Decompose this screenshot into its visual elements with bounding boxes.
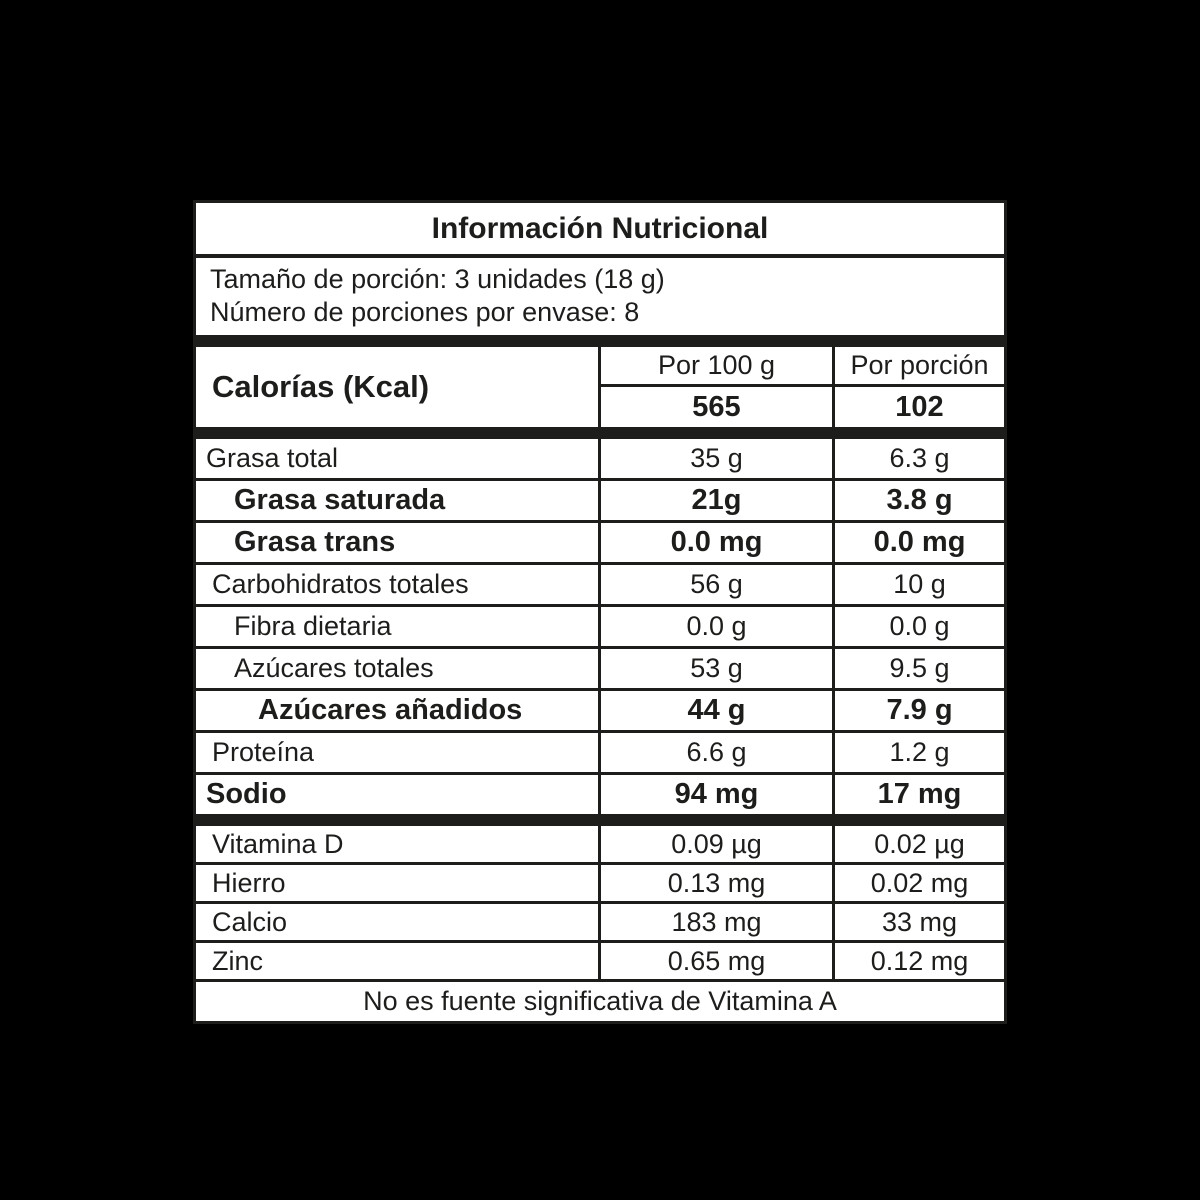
per-100g-value: 21g <box>598 481 832 520</box>
row-grasa-trans <box>196 520 1004 562</box>
per-portion-value: 1.2 g <box>832 733 1004 772</box>
nutrient-label: Carbohidratos totales <box>212 569 469 599</box>
per-portion-value: 9.5 g <box>832 649 1004 688</box>
nutrient-label: Vitamina D <box>212 828 344 859</box>
servings-per-container: Número de porciones por envase: 8 <box>210 297 640 327</box>
per-portion-value: 6.3 g <box>832 439 1004 478</box>
nutrient-label: Grasa total <box>206 443 339 473</box>
calories-per-portion-value: 102 <box>832 387 1004 427</box>
per-portion-value: 0.02 µg <box>832 826 1004 862</box>
per-100g-value: 183 mg <box>598 904 832 940</box>
nutrient-label: Grasa saturada <box>234 484 446 516</box>
serving-info <box>196 258 1004 335</box>
per-100g-value: 6.6 g <box>598 733 832 772</box>
label-title: Información Nutricional <box>196 203 1004 258</box>
row-proteina <box>196 730 1004 772</box>
calories-label: Calorías (Kcal) <box>212 369 430 404</box>
per-100g-value: 0.65 mg <box>598 943 832 979</box>
per-portion-value: 7.9 g <box>832 691 1004 730</box>
section-separator <box>196 814 1004 826</box>
row-azucares-anadidos <box>196 688 1004 730</box>
column-header-per-100g: Por 100 g <box>598 347 832 387</box>
serving-size: Tamaño de porción: 3 unidades (18 g) <box>210 264 665 294</box>
nutrient-label: Azúcares totales <box>234 653 434 683</box>
row-zinc <box>196 940 1004 979</box>
nutrient-label: Calcio <box>212 906 288 937</box>
row-vitamina-d <box>196 826 1004 862</box>
per-100g-value: 0.0 mg <box>598 523 832 562</box>
per-portion-value: 33 mg <box>832 904 1004 940</box>
nutrient-label: Hierro <box>212 867 286 898</box>
footer-note: No es fuente significativa de Vitamina A <box>196 979 1004 1021</box>
nutrient-label: Proteína <box>212 737 315 767</box>
per-portion-value: 0.02 mg <box>832 865 1004 901</box>
section-separator <box>196 335 1004 347</box>
row-sodio <box>196 772 1004 814</box>
row-azucares-totales <box>196 646 1004 688</box>
per-portion-value: 0.12 mg <box>832 943 1004 979</box>
nutrient-label: Zinc <box>212 945 264 976</box>
nutrient-rows <box>196 439 1004 814</box>
per-100g-value: 56 g <box>598 565 832 604</box>
row-hierro <box>196 862 1004 901</box>
row-carbohidratos-totales <box>196 562 1004 604</box>
per-portion-value: 3.8 g <box>832 481 1004 520</box>
per-100g-value: 35 g <box>598 439 832 478</box>
per-100g-value: 0.09 µg <box>598 826 832 862</box>
nutrient-label: Azúcares añadidos <box>258 694 523 726</box>
section-separator <box>196 427 1004 439</box>
row-grasa-saturada <box>196 478 1004 520</box>
nutrition-label <box>193 200 1007 1024</box>
row-fibra-dietaria <box>196 604 1004 646</box>
per-100g-value: 53 g <box>598 649 832 688</box>
per-100g-value: 0.13 mg <box>598 865 832 901</box>
per-portion-value: 0.0 g <box>832 607 1004 646</box>
per-100g-value: 0.0 g <box>598 607 832 646</box>
row-calcio <box>196 901 1004 940</box>
nutrient-label: Grasa trans <box>234 526 396 558</box>
per-100g-value: 44 g <box>598 691 832 730</box>
micronutrient-rows <box>196 826 1004 979</box>
nutrient-label: Fibra dietaria <box>234 611 392 641</box>
nutrient-label: Sodio <box>206 778 287 810</box>
per-portion-value: 0.0 mg <box>832 523 1004 562</box>
per-100g-value: 94 mg <box>598 775 832 814</box>
calories-per-100g-value: 565 <box>598 387 832 427</box>
calories-section <box>196 347 1004 427</box>
per-portion-value: 17 mg <box>832 775 1004 814</box>
per-portion-value: 10 g <box>832 565 1004 604</box>
column-header-per-portion: Por porción <box>832 347 1004 387</box>
row-grasa-total <box>196 439 1004 478</box>
